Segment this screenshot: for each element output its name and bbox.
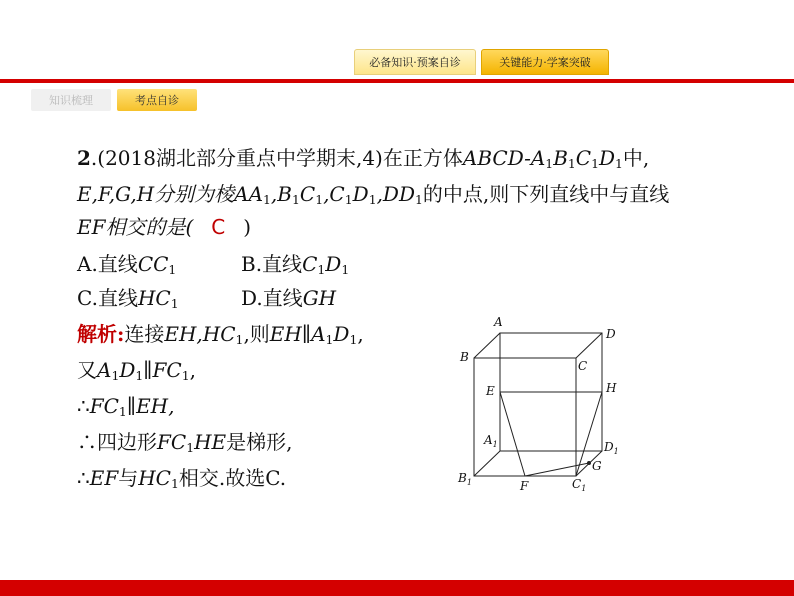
option-b xyxy=(241,250,349,278)
line2-suffix: 的中点,则下列直线中与直线 xyxy=(422,182,670,206)
cube-figure xyxy=(450,308,630,498)
sub: 1 xyxy=(170,476,179,492)
sub: 1 xyxy=(263,192,271,208)
sol4-e: 是梯形, xyxy=(226,430,293,454)
label-c1 xyxy=(572,477,586,493)
subtab-knowledge-review[interactable]: 知识梳理 xyxy=(31,89,111,111)
problem-zhong: 中, xyxy=(622,146,650,170)
tab-required-knowledge[interactable]: 必备知识·预案自诊 xyxy=(354,49,476,75)
options-row-1 xyxy=(77,250,350,278)
sol5-b: EF xyxy=(89,466,119,490)
option-c-var: HC xyxy=(137,286,171,310)
sub: 1 xyxy=(135,368,144,384)
solution-line-2 xyxy=(77,356,196,384)
option-b-label: B.直线 xyxy=(241,252,303,276)
sub: 1 xyxy=(325,332,334,348)
solution-line-4 xyxy=(77,428,292,456)
options-row-2 xyxy=(77,284,337,312)
solution-label: 解析: xyxy=(77,322,125,346)
line2-mid3: ,DD xyxy=(376,182,416,206)
sub: 1 xyxy=(591,156,599,172)
option-a-label: A.直线 xyxy=(77,252,138,276)
solution-line-5 xyxy=(77,464,286,492)
problem-line-1 xyxy=(77,144,649,172)
label-h: H xyxy=(606,381,617,395)
sub: 1 xyxy=(415,192,423,208)
sub: 1 xyxy=(291,192,300,208)
label-g: G xyxy=(592,459,602,473)
solution-line-3 xyxy=(77,392,174,420)
label-c1-sub: 1 xyxy=(581,484,587,493)
sol4-b: 四边形 xyxy=(97,430,157,454)
sol2-f: , xyxy=(189,358,196,382)
problem-line-2 xyxy=(77,180,669,208)
sol2-a: 又 xyxy=(77,358,97,382)
label-b1-sub: 1 xyxy=(466,478,472,487)
cube-c: C xyxy=(575,146,592,170)
sub: 1 xyxy=(368,192,377,208)
sub: 1 xyxy=(181,368,190,384)
option-b-var1: C xyxy=(302,252,318,276)
sub: 1 xyxy=(317,262,326,278)
sol2-c: D xyxy=(119,358,136,382)
tab-key-ability[interactable]: 关键能力·学案突破 xyxy=(481,49,609,75)
sol3-c: ∥ xyxy=(126,394,137,418)
line2-mid2: ,C xyxy=(323,182,345,206)
label-b1 xyxy=(457,471,472,487)
option-d-label: D.直线 xyxy=(241,286,303,310)
footer-bar xyxy=(0,580,794,596)
label-a: A xyxy=(494,315,503,329)
edge-c-d xyxy=(576,333,602,358)
segment-ef xyxy=(500,392,525,476)
sol3-b: FC xyxy=(89,394,119,418)
option-a xyxy=(77,252,176,276)
line2-mid1: ,B xyxy=(270,182,292,206)
sub: 1 xyxy=(168,262,177,278)
problem-number: 2 xyxy=(77,146,91,170)
sol5-e: 相交.故选C. xyxy=(178,466,287,490)
cube-d: D xyxy=(598,146,616,170)
option-c-label: C.直线 xyxy=(77,286,138,310)
sub: 1 xyxy=(186,440,195,456)
answer-text: C xyxy=(211,215,226,239)
sol3-d: EH, xyxy=(136,394,175,418)
sub: 1 xyxy=(349,332,358,348)
sub: 1 xyxy=(170,296,179,312)
line2-d: D xyxy=(352,182,369,206)
problem-source: .(2018湖北部分重点中学期末,4)在正方体 xyxy=(90,146,463,170)
label-a1-letter: A xyxy=(484,433,493,447)
label-b: B xyxy=(460,350,469,364)
option-c xyxy=(77,286,179,310)
segment-fg xyxy=(525,463,589,476)
sol3-a: ∴ xyxy=(77,394,90,418)
line2-prefix: E,F,G,H分别为棱AA xyxy=(77,182,264,206)
sol1-d: EH∥A xyxy=(269,322,326,346)
sol5-a: ∴ xyxy=(77,466,90,490)
sub: 1 xyxy=(545,156,554,172)
subtab-self-check[interactable]: 考点自诊 xyxy=(117,89,197,111)
sol4-c: FC xyxy=(157,430,187,454)
label-a1-sub: 1 xyxy=(492,440,498,449)
problem-line-3 xyxy=(77,213,251,241)
line3-prefix: EF相交的是( xyxy=(77,215,194,239)
label-d1-letter: D xyxy=(604,440,614,454)
label-f: F xyxy=(520,479,529,493)
sol1-f: , xyxy=(357,322,364,346)
sol2-b: A xyxy=(97,358,112,382)
label-a1 xyxy=(483,433,498,449)
option-d xyxy=(241,284,336,312)
edge-b1-a1 xyxy=(474,451,500,476)
sol1-c: ,则 xyxy=(243,322,270,346)
sol4-a: ∴ xyxy=(77,430,97,454)
cube-front-face xyxy=(474,358,576,476)
label-d1 xyxy=(603,440,619,456)
sol4-d: HE xyxy=(194,430,227,454)
line2-c: C xyxy=(299,182,316,206)
sub: 1 xyxy=(341,262,350,278)
sub: 1 xyxy=(315,192,324,208)
point-g-dot xyxy=(587,461,591,465)
sol1-b: EH,HC xyxy=(164,322,236,346)
label-c: C xyxy=(578,359,588,373)
sol1-a: 连接 xyxy=(124,322,165,346)
label-c1-letter: C xyxy=(572,477,582,491)
sol1-e: D xyxy=(333,322,350,346)
sub: 1 xyxy=(111,368,120,384)
sol2-e: FC xyxy=(152,358,182,382)
solution-line-1 xyxy=(77,320,364,348)
cube-name: ABCD-A xyxy=(462,146,546,170)
sol2-d: ∥ xyxy=(143,358,153,382)
option-a-var: CC xyxy=(137,252,169,276)
sol5-c: 与 xyxy=(118,466,139,490)
label-b1-letter: B xyxy=(458,471,467,485)
edge-b-a xyxy=(474,333,500,358)
sub: 1 xyxy=(567,156,576,172)
option-d-var: GH xyxy=(302,286,337,310)
label-d: D xyxy=(606,327,616,341)
label-d1-sub: 1 xyxy=(613,447,619,456)
sub: 1 xyxy=(118,404,127,420)
sub: 1 xyxy=(235,332,244,348)
sub: 1 xyxy=(615,156,623,172)
label-e: E xyxy=(486,384,495,398)
option-b-var2: D xyxy=(325,252,342,276)
sub: 1 xyxy=(344,192,353,208)
header-divider xyxy=(0,79,794,83)
line3-suffix: ) xyxy=(243,215,252,239)
cube-b: B xyxy=(553,146,568,170)
sol5-d: HC xyxy=(138,466,171,490)
